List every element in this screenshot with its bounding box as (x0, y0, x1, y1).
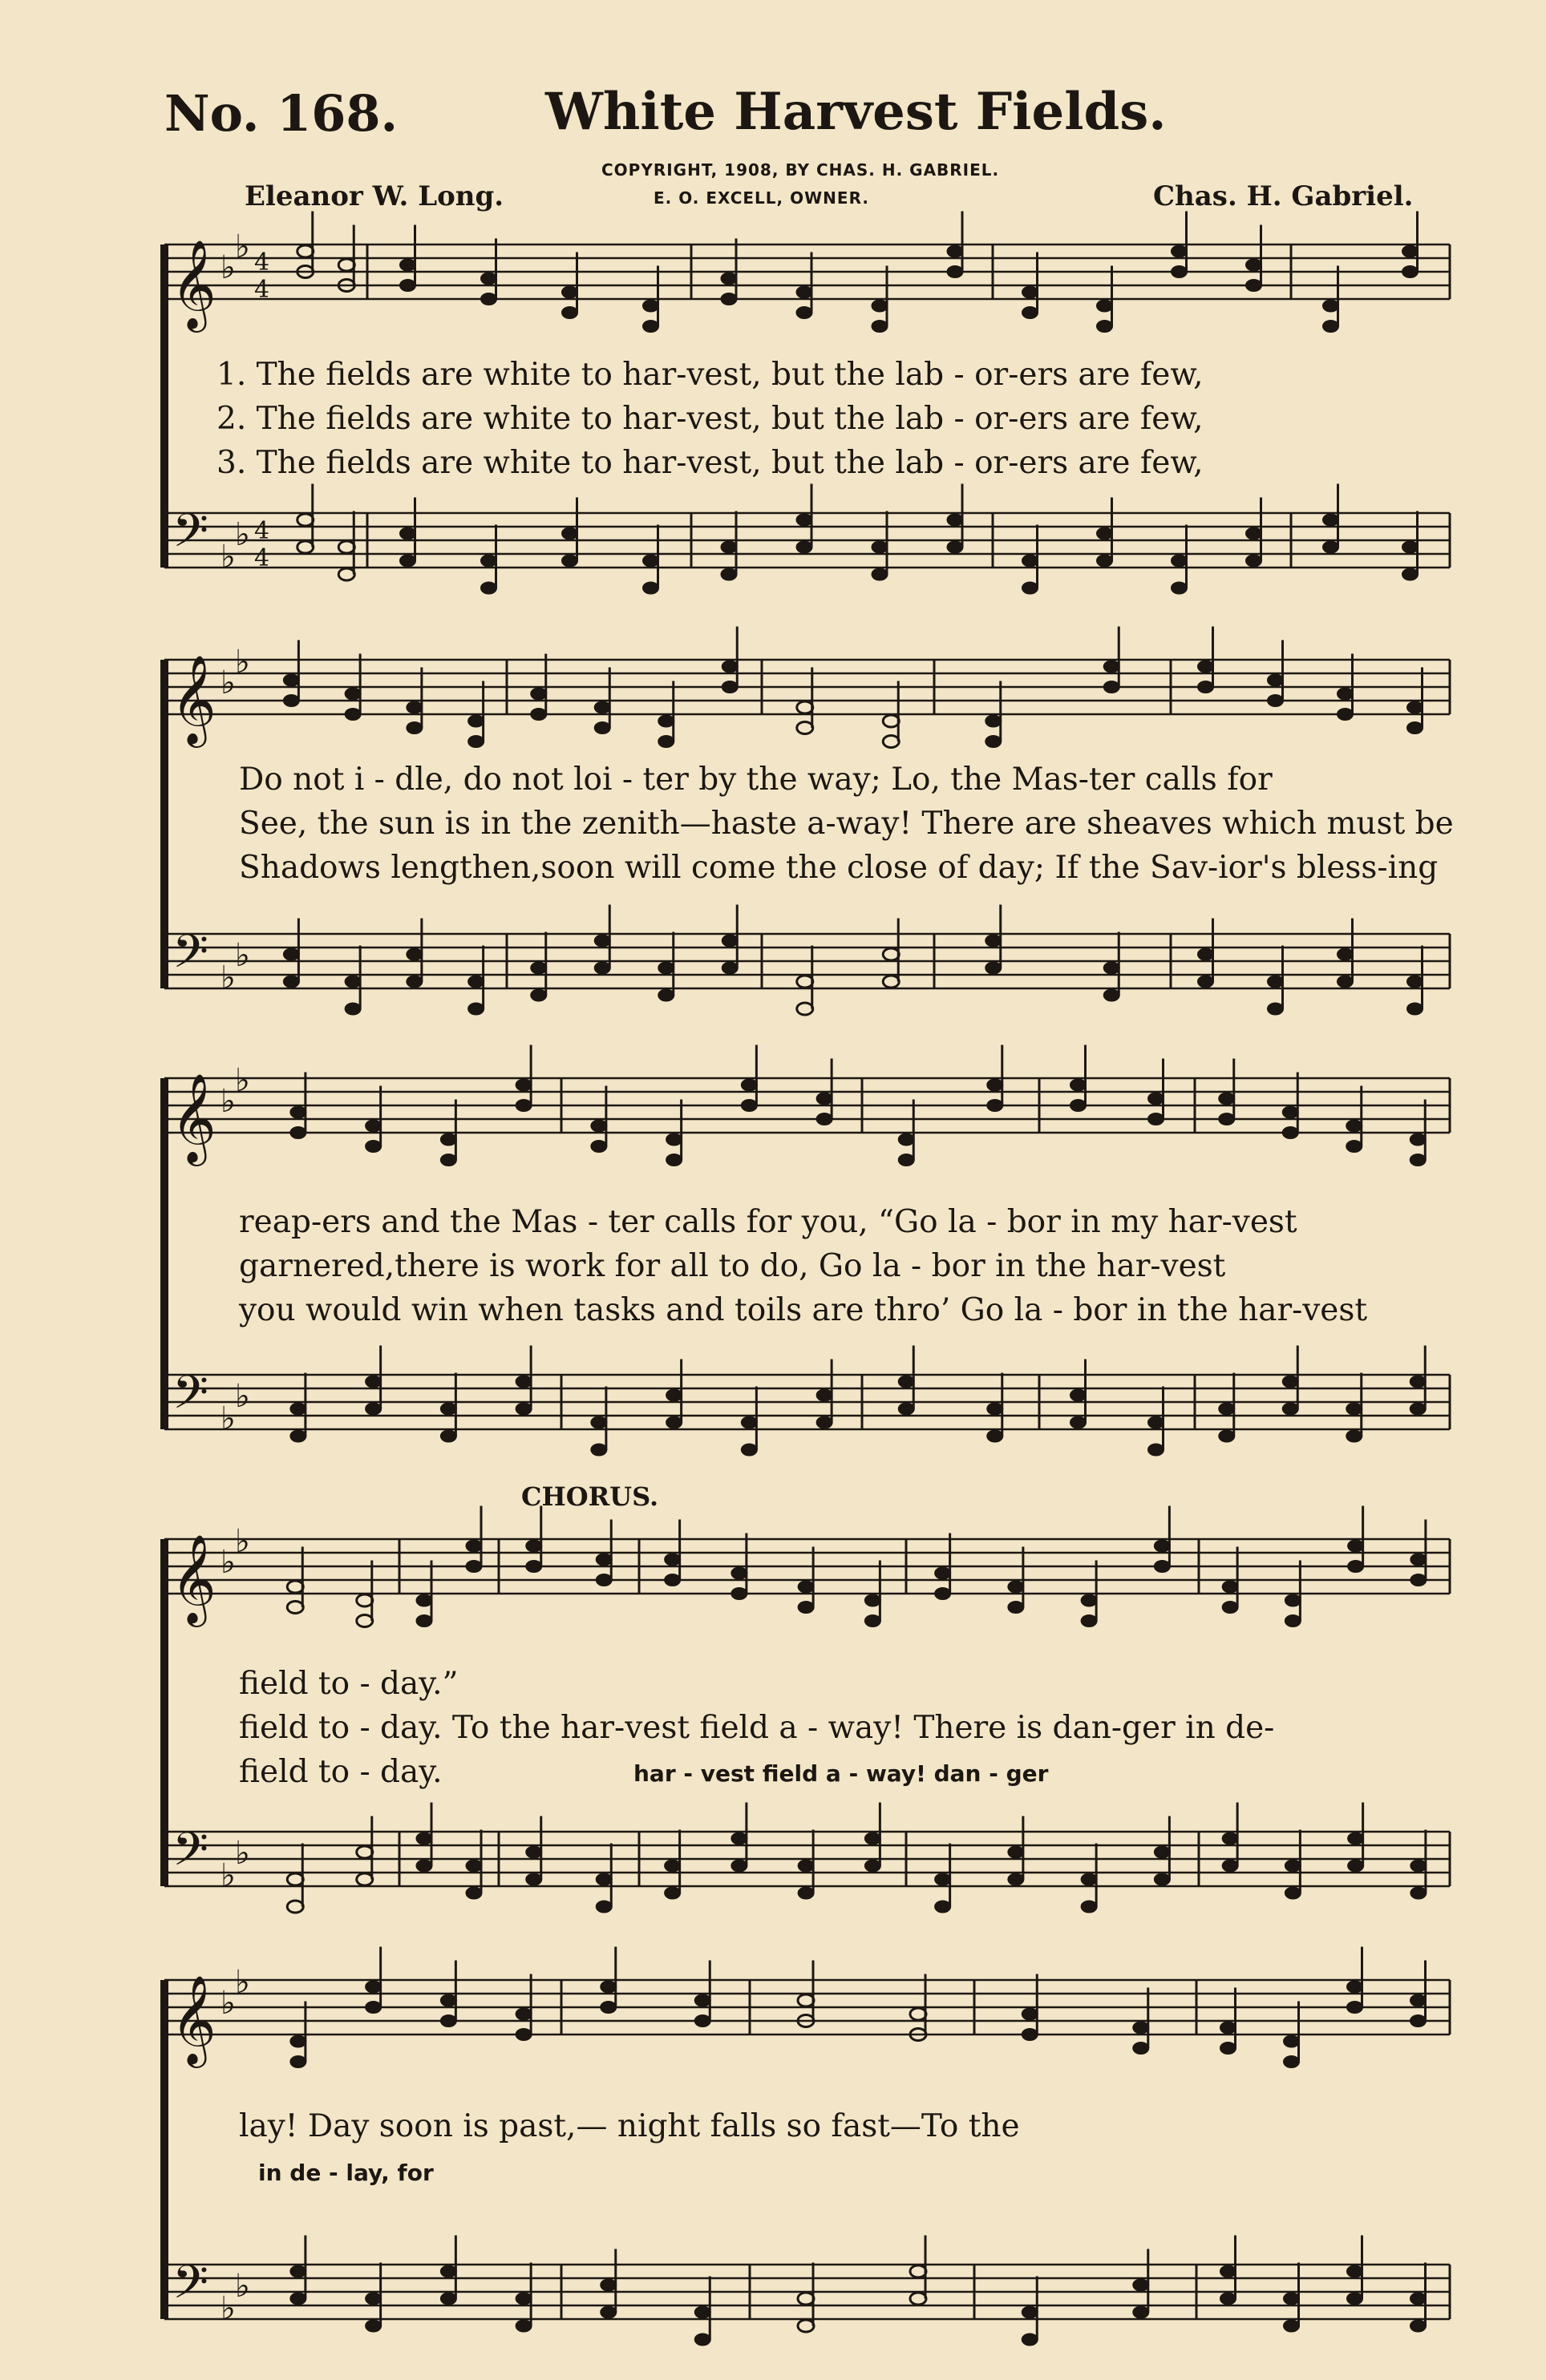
svg-text:♭: ♭ (235, 1062, 250, 1099)
svg-text:♭: ♭ (221, 2290, 236, 2327)
svg-text:♭: ♭ (221, 665, 236, 701)
lyric-line: 1. The fields are white to har-vest, but the lab - or-ers are few, (217, 357, 1204, 393)
svg-text:𝄢: 𝄢 (172, 1822, 209, 1888)
svg-text:𝄞: 𝄞 (171, 1974, 217, 2064)
svg-text:♭: ♭ (221, 1857, 236, 1894)
hymn-title: White Harvest Fields. (545, 82, 1167, 142)
svg-text:♭: ♭ (235, 2268, 250, 2305)
svg-text:♭: ♭ (235, 1523, 250, 1560)
svg-text:♭: ♭ (221, 1400, 236, 1437)
copyright-line: COPYRIGHT, 1908, BY CHAS. H. GABRIEL. (601, 160, 1000, 180)
svg-text:♭: ♭ (235, 644, 250, 681)
lyric-line: lay! Day soon is past,— night falls so fast—To the (239, 2108, 1020, 2144)
lyric-line: field to - day.” (239, 1666, 459, 1702)
lyric-line-small: har - vest field a - way! dan - ger (633, 1760, 1049, 1787)
hymn-number: No. 168. (164, 84, 399, 143)
svg-text:4: 4 (254, 276, 270, 304)
svg-text:♭: ♭ (221, 1544, 236, 1581)
svg-text:4: 4 (254, 249, 270, 277)
lyric-line: garnered,there is work for all to do, Go la - bor in the har-vest (239, 1248, 1226, 1284)
svg-text:♭: ♭ (221, 1985, 236, 2022)
svg-text:♭: ♭ (221, 539, 236, 576)
svg-text:♭: ♭ (235, 516, 250, 553)
lyric-line: field to - day. To the har-vest field a - way! There is dan-ger in de- (239, 1710, 1275, 1746)
lyric-line: field to - day. (239, 1754, 443, 1790)
svg-text:𝄞: 𝄞 (171, 654, 217, 744)
svg-text:♭: ♭ (221, 249, 236, 286)
svg-text:♭: ♭ (221, 1083, 236, 1120)
lyric-line: 3. The fields are white to har-vest, but the lab - or-ers are few, (217, 445, 1204, 481)
lyric-line: Do not i - dle, do not loi - ter by the way; Lo, the Mas-ter calls for (239, 762, 1273, 798)
svg-text:4: 4 (254, 544, 270, 572)
composer-credit: Chas. H. Gabriel. (1153, 180, 1414, 212)
chorus-label: CHORUS. (521, 1481, 659, 1512)
svg-text:𝄢: 𝄢 (172, 503, 209, 569)
svg-text:𝄢: 𝄢 (172, 924, 209, 990)
svg-text:♭: ♭ (235, 1964, 250, 2001)
lyric-line: reap-ers and the Mas - ter calls for you, “Go la - bor in my har-vest (239, 1204, 1297, 1240)
lyric-line: you would win when tasks and toils are thro’ Go la - bor in the har-vest (239, 1292, 1368, 1328)
svg-text:𝄢: 𝄢 (172, 1365, 209, 1431)
author-credit: Eleanor W. Long. (245, 180, 504, 212)
svg-text:♭: ♭ (235, 228, 250, 265)
svg-text:♭: ♭ (235, 1835, 250, 1872)
owner-line: E. O. EXCELL, OWNER. (654, 188, 869, 208)
svg-text:𝄞: 𝄞 (171, 1533, 217, 1623)
lyric-line: Shadows lengthen,soon will come the close of day; If the Sav-ior's bless-ing (239, 850, 1439, 886)
svg-text:𝄞: 𝄞 (171, 239, 217, 329)
svg-text:4: 4 (254, 517, 270, 545)
svg-text:𝄢: 𝄢 (172, 2255, 209, 2321)
svg-text:𝄞: 𝄞 (171, 1073, 217, 1162)
lyric-line: See, the sun is in the zenith—haste a-way! There are sheaves which must be (239, 806, 1454, 842)
svg-text:♭: ♭ (235, 937, 250, 974)
lyric-line-small: in de - lay, for (258, 2160, 434, 2186)
lyric-line: 2. The fields are white to har-vest, but the lab - or-ers are few, (217, 401, 1204, 437)
svg-text:♭: ♭ (235, 1378, 250, 1415)
svg-text:♭: ♭ (221, 960, 236, 996)
